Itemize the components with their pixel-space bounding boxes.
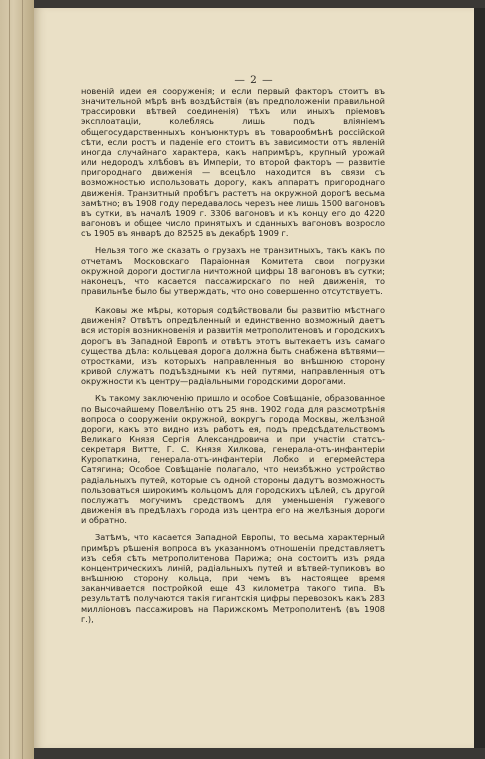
spine-fold-line bbox=[22, 0, 23, 759]
body-text bbox=[81, 86, 385, 631]
paragraph: Затѣмъ, что касается Западной Европы, то весьма характерный примѣръ рѣшенія вопроса въ указанномъ отношеніи представляетъ изъ себя сѣть метрополитенова Парижа; она состоитъ изъ ряда концентрическихъ линій, радіальныхъ путей и вѣтвей-тупиковъ во внѣшнюю сторону кольца, при чемъ въ настоящее время заканчивается постройкой еще 43 километра такого типа. Въ результатѣ получаются такія гигантскія цифры перевозокъ какъ 283 милліоновъ пассажировъ на Парижскомъ Метрополитенѣ (въ 1908 г.), bbox=[81, 532, 385, 624]
paragraph: новеній идеи ея сооруженія; и если первый факторъ стоитъ въ значительной мѣрѣ внѣ воздѣйствія (въ предположеніи правильной трассировки вѣтвей соединенія) тѣхъ или иныхъ пріемовъ эксплоатаціи, колеблясь лишь подъ вліяніемъ общегосударственныхъ конъюнктуръ въ товарообмѣнѣ россійской сѣти, если ростъ и паденіе его стоитъ въ зависимости отъ явленій иногда случайнаго характера, какъ напримѣръ, крупный урожай или недородъ хлѣбовъ въ Имперіи, то второй факторъ — развитіе пригороднаго движенія — всецѣло находится въ связи съ возможностью использовать дорогу, какъ аппаратъ пригороднаго движенія. Транзитный пробѣгъ растетъ на окружной дорогѣ весьма замѣтно; въ 1908 году передавалось черезъ нее лишь 1500 вагоновъ въ сутки, въ началѣ 1909 г. 3306 вагоновъ и къ концу его до 4220 вагоновъ и общее число принятыхъ и сданныхъ вагоновъ возросло съ 1905 въ январѣ до 82525 въ декабрѣ 1909 г. bbox=[81, 86, 385, 239]
book-spine bbox=[0, 0, 34, 759]
page-number: — 2 — bbox=[234, 74, 274, 86]
spine-fold-line bbox=[9, 0, 10, 759]
paragraph: Къ такому заключенію пришло и особое Совѣщаніе, образованное по Высочайшему Повелѣнію отъ 25 янв. 1902 года для разсмотрѣнія вопроса о сооруженіи окружной, вокругъ города Москвы, желѣзной дороги, какъ это видно изъ работъ ея, подъ предсѣдательствомъ Великаго Князя Сергія Александровича и при участіи статсъ-секретаря Витте, Г. С. Князя Хилкова, генерала-отъ-инфантеріи Куропаткина, генерала-отъ-инфантеріи Лобко и егермейстера Сатягина; Особое Совѣщаніе полагало, что неизбѣжно устройство радіальныхъ путей, которые съ одной стороны дадутъ возможность пользоваться широкимъ кольцомъ для городскихъ цѣлей, съ другой послужатъ могучимъ средствомъ для уменьшенія гужевого движенія въ предѣлахъ города изъ центра его на желѣзныя дороги и обратно. bbox=[81, 393, 385, 526]
paragraph: Каковы же мѣры, которыя содѣйствовали бы развитію мѣстнаго движенія? Отвѣтъ опредѣленный и единственно возможный даетъ вся исторія возникновенія и развитія метрополитеновъ и городскихъ дорогъ въ Западной Европѣ и отвѣтъ этотъ вытекаетъ изъ самаго существа дѣла: кольцевая дорога должна быть снабжена вѣтвями—отростками, изъ которыхъ направленныя во внѣшнюю сторону кривой служатъ подъѣздными къ ней путями, направленныя отъ окружности къ центру—радіальными городскими дорогами. bbox=[81, 305, 385, 387]
paragraph: Нельзя того же сказать о грузахъ не транзитныхъ, такъ какъ по отчетамъ Московскаго Параіонная Комитета свои погрузки окружной дороги достигла ничтожной цифры 18 вагоновъ въ сутки; наконецъ, что касается пассажирскаго по ней движенія, то правильнѣе было бы утверждать, что оно совершенно отсутствуетъ. bbox=[81, 245, 385, 296]
page-edge bbox=[474, 8, 485, 748]
